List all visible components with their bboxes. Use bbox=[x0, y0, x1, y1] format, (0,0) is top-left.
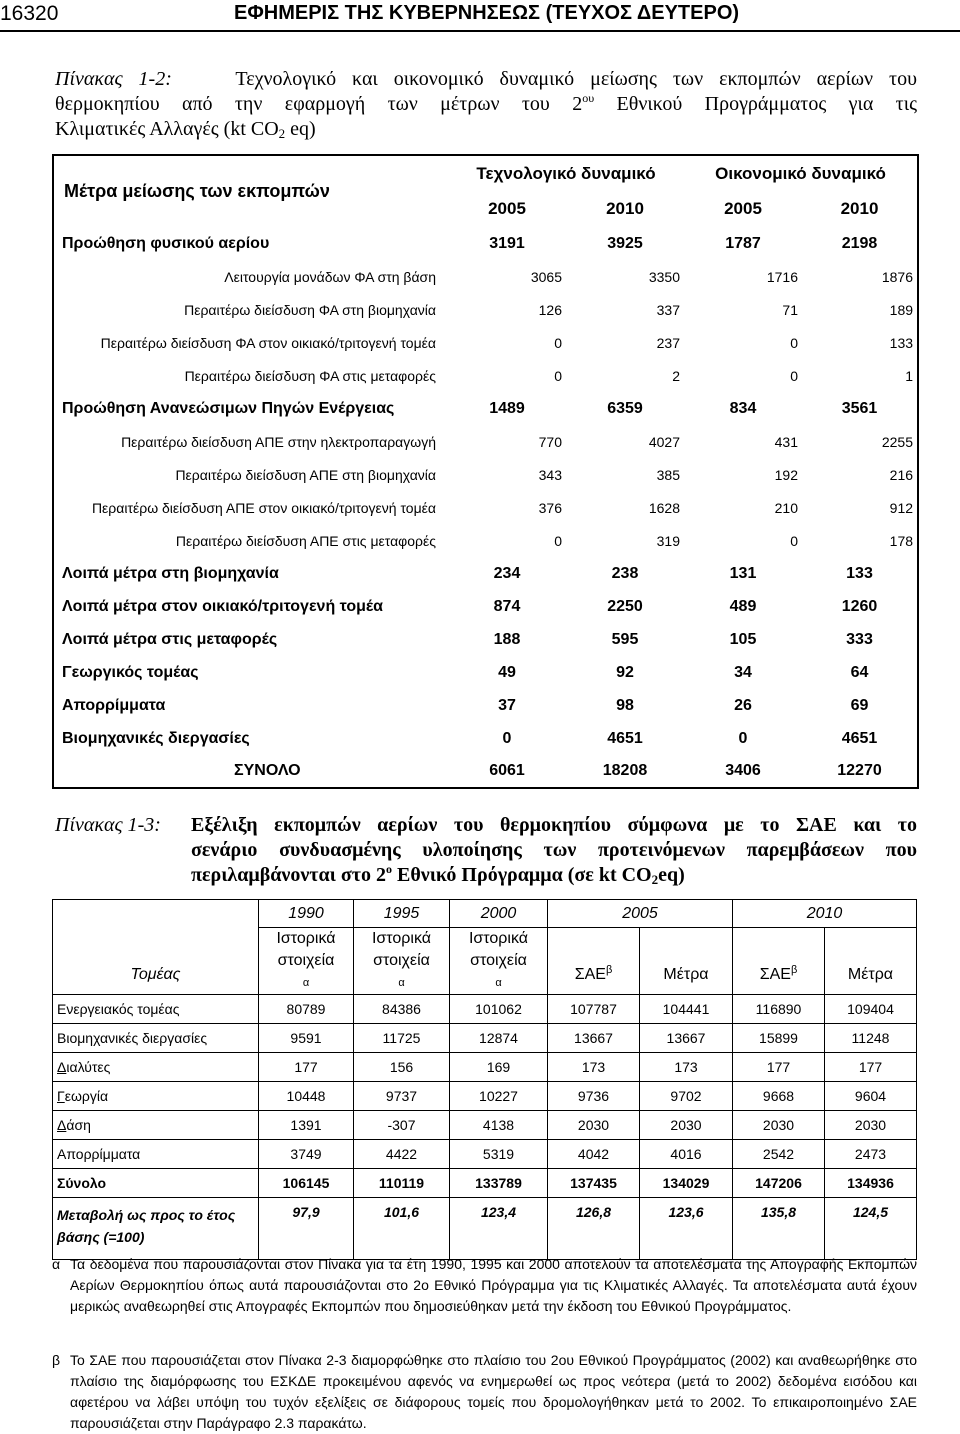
cell-value: 9591 bbox=[259, 1024, 354, 1053]
table2-caption-label: Πίνακας 1-3: bbox=[55, 814, 161, 836]
sector-row bbox=[53, 1111, 917, 1140]
footnote-beta-mark: β bbox=[52, 1352, 61, 1368]
year-header: 1990 bbox=[259, 900, 354, 928]
cell-value: 3749 bbox=[259, 1140, 354, 1169]
table2-caption-line2: σενάριο συνδυασμένης υλοποίησης των προτεινόμενων παρεμβάσεων που bbox=[191, 839, 917, 861]
sector-label-rest: εωργία bbox=[64, 1088, 109, 1104]
cell-value: 177 bbox=[825, 1053, 917, 1082]
total-value: 18208 bbox=[602, 762, 648, 779]
year-header: 2005 bbox=[488, 199, 526, 218]
change-value: 123,4 bbox=[450, 1198, 548, 1260]
table2-caption-sub: 2 bbox=[651, 872, 659, 887]
cell-value: 105 bbox=[729, 630, 757, 648]
year-header: 2000 bbox=[450, 900, 548, 928]
sector-label-rest: Απορρίμματα bbox=[57, 1146, 141, 1162]
cell-value: 3925 bbox=[607, 234, 643, 252]
footnote-alpha-text: Τα δεδομένα που παρουσιάζονται στον Πίνακα για τα έτη 1990, 1995 και 2000 αποτελούν τα αποτελέσματα της Απογραφής Εκπομπών Αερίων Θερμοκηπίου όπως αυτά παρουσιάζονται στο 2ο Εθνικό Πρόγραμμα για τις Κλιματικές Αλλαγές. Τα αποτελέσματα αυτά έχουν μερικώς αναθεωρηθεί στις Απογραφές Εκπομπών που δημοσιεύθηκαν μετά την έκδοση του Εθνικού Προγράμματος. bbox=[70, 1256, 917, 1314]
cell-value: 189 bbox=[889, 301, 914, 318]
cell-value: 912 bbox=[889, 499, 914, 516]
alpha-mark: α bbox=[302, 977, 310, 989]
cell-value: 1260 bbox=[841, 597, 878, 615]
cell-value: 84386 bbox=[354, 995, 450, 1024]
table2-caption-line3-end: eq) bbox=[658, 864, 685, 886]
cell-value: 80789 bbox=[259, 995, 354, 1024]
cell-value: 71 bbox=[782, 301, 798, 318]
cell-value: 1787 bbox=[725, 234, 761, 252]
sector-label-initial: Δ bbox=[57, 1117, 67, 1133]
cell-value: 13667 bbox=[548, 1024, 640, 1053]
hist-line2: στοιχεία bbox=[470, 952, 527, 969]
sector-header: Τομέας bbox=[53, 900, 259, 995]
cell-value: 3065 bbox=[530, 268, 562, 285]
reduction-potential-table bbox=[52, 154, 919, 789]
total-value: 137435 bbox=[548, 1169, 640, 1198]
cell-value: 237 bbox=[656, 334, 680, 351]
footnote-alpha bbox=[52, 1254, 917, 1317]
cell-value: 376 bbox=[538, 499, 562, 516]
row-label: Περαιτέρω διείσδυση ΑΠΕ στον οικιακό/τριτογενή τομέα bbox=[91, 499, 436, 516]
cell-value: 69 bbox=[850, 696, 869, 714]
cell-value: 9736 bbox=[548, 1082, 640, 1111]
row-label: Περαιτέρω διείσδυση ΦΑ στη βιομηχανία bbox=[184, 301, 436, 318]
measure-group-row bbox=[53, 689, 918, 722]
cell-value: 12874 bbox=[450, 1024, 548, 1053]
cell-value: 34 bbox=[734, 663, 752, 681]
cell-value: 1 bbox=[905, 367, 914, 384]
historical-data-header bbox=[259, 928, 354, 995]
change-label: Μεταβολή ως προς το έτος βάσης (=100) bbox=[53, 1198, 259, 1260]
sector-label-rest: Ενεργειακός τομέας bbox=[57, 1001, 180, 1017]
measure-row bbox=[53, 425, 918, 458]
measure-row bbox=[53, 524, 918, 557]
gazette-title: ΕΦΗΜΕΡΙΣ ΤΗΣ ΚΥΒΕΡΝΗΣΕΩΣ (ΤΕΥΧΟΣ ΔΕΥΤΕΡΟ) bbox=[234, 2, 740, 24]
cell-value: 238 bbox=[611, 564, 639, 582]
cell-value: 2250 bbox=[607, 597, 643, 615]
sae-label: ΣΑΕ bbox=[574, 966, 606, 983]
year-header: 1995 bbox=[354, 900, 450, 928]
cell-value: 0 bbox=[554, 367, 562, 384]
measure-row bbox=[53, 491, 918, 524]
hist-line1: Ιστορικά bbox=[276, 930, 336, 947]
sector-label-initial: Δ bbox=[57, 1059, 67, 1075]
total-value: 6061 bbox=[489, 762, 525, 779]
sector-label-rest: Βιομηχανικές διεργασίες bbox=[57, 1030, 208, 1046]
change-value: 135,8 bbox=[733, 1198, 825, 1260]
cell-value: 11725 bbox=[354, 1024, 450, 1053]
cell-value: 6359 bbox=[607, 399, 643, 417]
cell-value: 0 bbox=[790, 367, 798, 384]
cell-value: 2030 bbox=[640, 1111, 733, 1140]
change-value: 126,8 bbox=[548, 1198, 640, 1260]
change-value: 124,5 bbox=[825, 1198, 917, 1260]
measures-header bbox=[640, 928, 733, 995]
change-value: 97,9 bbox=[259, 1198, 354, 1260]
cell-value: 216 bbox=[889, 466, 914, 483]
cell-value: 319 bbox=[656, 532, 680, 549]
historical-data-header bbox=[354, 928, 450, 995]
row-label: Λοιπά μέτρα στις μεταφορές bbox=[62, 630, 278, 648]
cell-value: 5319 bbox=[450, 1140, 548, 1169]
cell-value: 4027 bbox=[648, 433, 680, 450]
emissions-evolution-table bbox=[52, 899, 917, 1260]
measure-row bbox=[53, 326, 918, 359]
hist-line1: Ιστορικά bbox=[371, 930, 432, 947]
sector-label-rest: άση bbox=[66, 1117, 91, 1133]
measure-row bbox=[53, 359, 918, 392]
table1-caption-line1: Τεχνολογικό και οικονομικό δυναμικό μείωσης των εκπομπών αερίων του bbox=[235, 68, 917, 90]
total-label: ΣΥΝΟΛΟ bbox=[234, 762, 301, 779]
total-value: 12270 bbox=[837, 762, 882, 779]
sector-label-rest: ιαλύτες bbox=[66, 1059, 111, 1075]
cell-value: 2030 bbox=[548, 1111, 640, 1140]
measure-row bbox=[53, 458, 918, 491]
cell-value: 0 bbox=[738, 729, 748, 747]
cell-value: 173 bbox=[640, 1053, 733, 1082]
row-label: Περαιτέρω διείσδυση ΦΑ στις μεταφορές bbox=[184, 367, 436, 384]
table1-caption-sub: 2 bbox=[278, 126, 286, 141]
sector-label bbox=[53, 1082, 259, 1111]
cell-value: 3191 bbox=[489, 234, 525, 252]
table1-caption-sup: ου bbox=[582, 91, 595, 105]
cell-value: 11248 bbox=[825, 1024, 917, 1053]
table2-caption-line3: περιλαμβάνονται στο 2 bbox=[191, 864, 386, 886]
row-label: Γεωργικός τομέας bbox=[62, 663, 199, 681]
cell-value: 13667 bbox=[640, 1024, 733, 1053]
cell-value: 385 bbox=[656, 466, 680, 483]
cell-value: 343 bbox=[538, 466, 562, 483]
year-header: 2010 bbox=[840, 199, 879, 218]
cell-value: 126 bbox=[538, 301, 562, 318]
cell-value: 131 bbox=[729, 564, 757, 582]
row-label: Περαιτέρω διείσδυση ΦΑ στον οικιακό/τριτογενή τομέα bbox=[100, 334, 436, 351]
cell-value: 4422 bbox=[354, 1140, 450, 1169]
cell-value: 101062 bbox=[450, 995, 548, 1024]
sector-label-initial: Γ bbox=[57, 1088, 65, 1104]
cell-value: 10227 bbox=[450, 1082, 548, 1111]
year-header: 2005 bbox=[724, 199, 762, 218]
sector-row bbox=[53, 1140, 917, 1169]
cell-value: -307 bbox=[354, 1111, 450, 1140]
cell-value: 10448 bbox=[259, 1082, 354, 1111]
cell-value: 92 bbox=[616, 663, 634, 681]
cell-value: 2 bbox=[672, 367, 680, 384]
cell-value: 26 bbox=[734, 696, 752, 714]
measures-label: Μέτρα bbox=[663, 966, 709, 983]
cell-value: 4016 bbox=[640, 1140, 733, 1169]
total-label: Σύνολο bbox=[53, 1169, 259, 1198]
table2-caption-line3-mid: Εθνικό Πρόγραμμα (σε kt CO bbox=[391, 864, 652, 886]
cell-value: 188 bbox=[493, 630, 521, 648]
total-value: 134936 bbox=[825, 1169, 917, 1198]
cell-value: 0 bbox=[502, 729, 512, 747]
cell-value: 874 bbox=[493, 597, 521, 615]
cell-value: 2255 bbox=[881, 433, 914, 450]
cell-value: 15899 bbox=[733, 1024, 825, 1053]
measures-header: Μέτρα μείωσης των εκπομπών bbox=[64, 181, 330, 201]
hist-line2: στοιχεία bbox=[277, 952, 335, 969]
cell-value: 9737 bbox=[354, 1082, 450, 1111]
alpha-mark: α bbox=[398, 977, 405, 989]
cell-value: 234 bbox=[493, 564, 521, 582]
row-label: Περαιτέρω διείσδυση ΑΠΕ στις μεταφορές bbox=[175, 532, 436, 549]
econ-potential-header: Οικονομικό δυναμικό bbox=[715, 163, 886, 183]
cell-value: 1489 bbox=[489, 399, 525, 417]
total-value: 133789 bbox=[450, 1169, 548, 1198]
measure-group-row bbox=[53, 623, 918, 656]
footnote-beta-text: Το ΣΑΕ που παρουσιάζεται στον Πίνακα 2-3 διαμορφώθηκε στο πλαίσιο του 2ου Εθνικού Προγράμματος (2002) και αναθεωρήθηκε στο πλαίσιο της διαμόρφωσης του ΕΣΚΔΕ προκειμένου αφενός να ενημερωθεί ως προς νεότερα (μετά το 2002) δεδομένα εισόδου και αφετέρου να λάβει υπόψη του τυχόν εξελίξεις σε διάφορους τομείς που δρομολογήθηκαν μετά το 2002. Το επικαιροποιημένο ΣΑΕ παρουσιάζεται στην Παράγραφο 2.3 παρακάτω. bbox=[70, 1352, 917, 1431]
cell-value: 337 bbox=[656, 301, 680, 318]
table2-caption-sup: ο bbox=[385, 862, 392, 876]
measures-header bbox=[825, 928, 917, 995]
sector-label bbox=[53, 1024, 259, 1053]
cell-value: 49 bbox=[498, 663, 516, 681]
measure-row bbox=[53, 260, 918, 293]
cell-value: 2030 bbox=[825, 1111, 917, 1140]
cell-value: 109404 bbox=[825, 995, 917, 1024]
cell-value: 1716 bbox=[766, 268, 798, 285]
cell-value: 107787 bbox=[548, 995, 640, 1024]
beta-mark: β bbox=[790, 964, 798, 976]
measure-group-row bbox=[53, 227, 918, 260]
cell-value: 210 bbox=[774, 499, 798, 516]
sector-row bbox=[53, 1024, 917, 1053]
cell-value: 3561 bbox=[841, 399, 878, 417]
page-header bbox=[0, 0, 960, 32]
sector-row bbox=[53, 995, 917, 1024]
cell-value: 1876 bbox=[881, 268, 914, 285]
cell-value: 98 bbox=[616, 696, 634, 714]
row-label: Προώθηση Ανανεώσιμων Πηγών Ενέργειας bbox=[62, 399, 395, 417]
table2-caption bbox=[191, 813, 917, 888]
row-label: Απορρίμματα bbox=[62, 696, 166, 714]
hist-line2: στοιχεία bbox=[373, 952, 430, 969]
cell-value: 177 bbox=[733, 1053, 825, 1082]
row-label: Προώθηση φυσικού αερίου bbox=[62, 234, 270, 252]
cell-value: 2030 bbox=[733, 1111, 825, 1140]
cell-value: 4651 bbox=[607, 729, 643, 747]
measure-group-row bbox=[53, 590, 918, 623]
tech-potential-header: Τεχνολογικό δυναμικό bbox=[476, 163, 656, 183]
cell-value: 116890 bbox=[733, 995, 825, 1024]
cell-value: 173 bbox=[548, 1053, 640, 1082]
cell-value: 2198 bbox=[841, 234, 878, 252]
sae-header bbox=[733, 928, 825, 995]
cell-value: 9668 bbox=[733, 1082, 825, 1111]
cell-value: 2542 bbox=[733, 1140, 825, 1169]
total-value: 3406 bbox=[725, 762, 761, 779]
row-label: Λοιπά μέτρα στη βιομηχανία bbox=[62, 564, 279, 582]
measure-group-row bbox=[53, 392, 918, 425]
total-value: 110119 bbox=[354, 1169, 450, 1198]
cell-value: 9702 bbox=[640, 1082, 733, 1111]
cell-value: 4138 bbox=[450, 1111, 548, 1140]
historical-data-header bbox=[450, 928, 548, 995]
sector-row bbox=[53, 1053, 917, 1082]
cell-value: 3350 bbox=[648, 268, 680, 285]
table2-caption-line1: Εξέλιξη εκπομπών αερίων του θερμοκηπίου σύμφωνα με το ΣΑΕ και το bbox=[191, 814, 917, 836]
footnote-alpha-mark: α bbox=[52, 1256, 61, 1272]
alpha-mark: α bbox=[495, 977, 502, 989]
cell-value: 37 bbox=[498, 696, 516, 714]
measure-group-row bbox=[53, 722, 918, 755]
row-label: Βιομηχανικές διεργασίες bbox=[62, 729, 250, 747]
cell-value: 333 bbox=[846, 630, 873, 648]
measure-row bbox=[53, 293, 918, 326]
measures-label: Μέτρα bbox=[847, 966, 894, 983]
cell-value: 133 bbox=[889, 334, 914, 351]
row-label: Περαιτέρω διείσδυση ΑΠΕ στη βιομηχανία bbox=[175, 466, 436, 483]
row-label: Λοιπά μέτρα στον οικιακό/τριτογενή τομέα bbox=[62, 597, 383, 615]
sae-header bbox=[548, 928, 640, 995]
cell-value: 178 bbox=[889, 532, 914, 549]
cell-value: 4651 bbox=[841, 729, 878, 747]
total-value: 147206 bbox=[733, 1169, 825, 1198]
cell-value: 834 bbox=[729, 399, 757, 417]
sector-label bbox=[53, 1140, 259, 1169]
change-value: 123,6 bbox=[640, 1198, 733, 1260]
cell-value: 1628 bbox=[648, 499, 680, 516]
sector-row bbox=[53, 1082, 917, 1111]
table1-caption-line3-end: eq) bbox=[285, 118, 316, 140]
table2-body bbox=[53, 995, 917, 1169]
total-value: 134029 bbox=[640, 1169, 733, 1198]
cell-value: 177 bbox=[259, 1053, 354, 1082]
cell-value: 0 bbox=[790, 532, 798, 549]
cell-value: 595 bbox=[611, 630, 639, 648]
sector-label bbox=[53, 1111, 259, 1140]
table1-caption-label: Πίνακας 1-2: bbox=[55, 68, 172, 90]
sae-label: ΣΑΕ bbox=[759, 966, 791, 983]
cell-value: 4042 bbox=[548, 1140, 640, 1169]
page-number: 16320 bbox=[0, 2, 59, 25]
header-rule bbox=[0, 30, 960, 32]
footnote-beta bbox=[52, 1350, 917, 1434]
table1-caption bbox=[55, 67, 917, 142]
row-label: Λειτουργία μονάδων ΦΑ στη βάση bbox=[224, 268, 436, 285]
total-value: 106145 bbox=[259, 1169, 354, 1198]
year-header: 2005 bbox=[548, 900, 733, 928]
cell-value: 64 bbox=[850, 663, 869, 681]
beta-mark: β bbox=[605, 964, 613, 976]
year-header: 2010 bbox=[606, 199, 644, 218]
cell-value: 2473 bbox=[825, 1140, 917, 1169]
cell-value: 1391 bbox=[259, 1111, 354, 1140]
change-value: 101,6 bbox=[354, 1198, 450, 1260]
cell-value: 192 bbox=[774, 466, 798, 483]
cell-value: 489 bbox=[729, 597, 757, 615]
measure-group-row bbox=[53, 656, 918, 689]
cell-value: 133 bbox=[846, 564, 873, 582]
cell-value: 0 bbox=[554, 532, 562, 549]
cell-value: 156 bbox=[354, 1053, 450, 1082]
cell-value: 0 bbox=[790, 334, 798, 351]
sector-label bbox=[53, 1053, 259, 1082]
table1-caption-line3: Κλιματικές Αλλαγές (kt CO bbox=[55, 118, 279, 140]
cell-value: 431 bbox=[774, 433, 798, 450]
cell-value: 9604 bbox=[825, 1082, 917, 1111]
hist-line1: Ιστορικά bbox=[468, 930, 529, 947]
sector-label bbox=[53, 995, 259, 1024]
table1-caption-line2: θερμοκηπίου από την εφαρμογή των μέτρων του 2 bbox=[55, 93, 583, 115]
cell-value: 770 bbox=[538, 433, 562, 450]
cell-value: 169 bbox=[450, 1053, 548, 1082]
cell-value: 104441 bbox=[640, 995, 733, 1024]
table1-body bbox=[53, 227, 918, 755]
cell-value: 0 bbox=[554, 334, 562, 351]
row-label: Περαιτέρω διείσδυση ΑΠΕ στην ηλεκτροπαραγωγή bbox=[121, 433, 436, 450]
year-header: 2010 bbox=[733, 900, 917, 928]
table1-caption-line2-end: Εθνικού Προγράμματος για τις bbox=[594, 93, 917, 115]
measure-group-row bbox=[53, 557, 918, 590]
